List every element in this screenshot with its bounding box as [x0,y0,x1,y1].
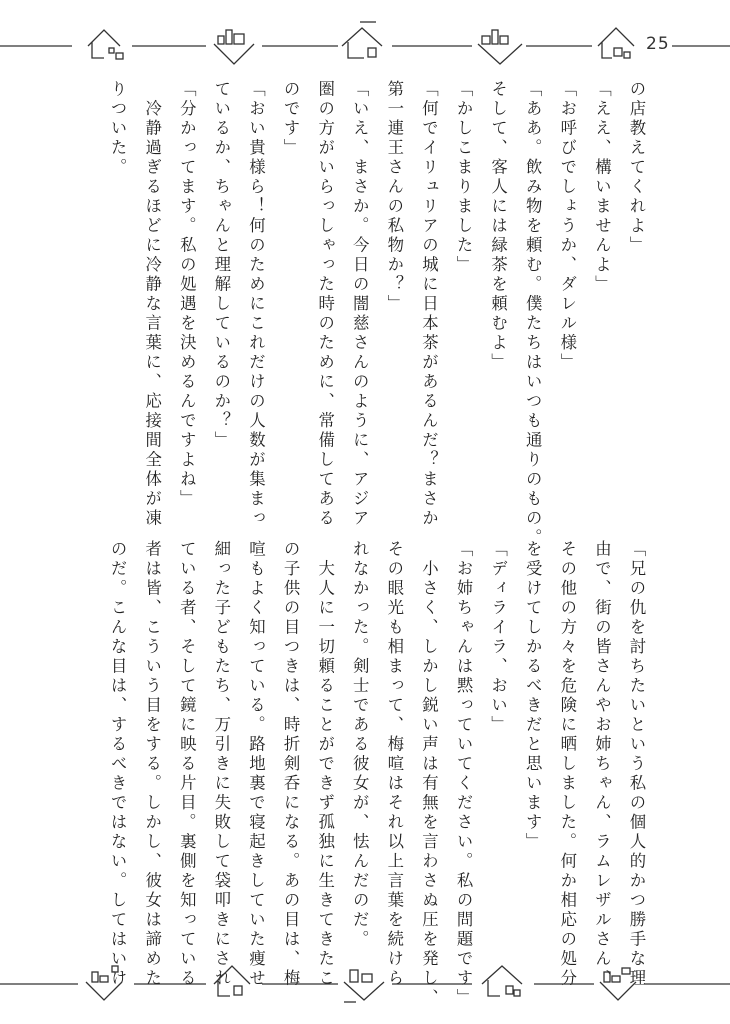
text-line: そして、客人には緑茶を頼むよ」 [488,80,508,373]
text-line: れなかった。剣士である彼女が、怯んだのだ。 [350,540,370,950]
house-up-icon [214,966,250,996]
text-line: その他の方々を危険に晒しました。何か相応の処分 [557,540,577,989]
text-line: の店教えてくれよ」 [627,80,646,256]
text-line: 「ええ、構いませんよ」 [592,80,612,295]
text-line: 由で、街の皆さんやお姉ちゃん、ラムレザルさん、 [592,540,612,989]
text-line: 小さく、しかし鋭い声は有無を言わさぬ圧を発し、 [419,540,439,1008]
bottom-ornament [0,958,730,1018]
text-line: 「かしこまりました」 [454,80,474,275]
text-line: 細った子どもたち、万引きに失敗して袋叩きにされ [211,540,231,989]
text-line: 「お姉ちゃんは黙っていてください。私の問題です」 [454,540,474,1008]
text-line: ている者、そして鏡に映る片目。裏側を知っている [177,540,197,989]
house-down-icon [600,968,636,1000]
house-up-icon [88,30,123,59]
text-line: 喧もよく知っている。路地裏で寝起きしていた痩せ [246,540,266,989]
text-line: 「何でイリュリアの城に日本茶があるんだ？まさか [419,80,439,529]
text-line: りついた。 [108,80,128,178]
text-line: 「いえ、まさか。今日の闇慈さんのように、アジア [350,80,370,529]
text-line: を受けてしかるべきだと思います」 [523,540,543,852]
house-up-icon [342,22,382,58]
text-line: その眼光も相まって、梅喧はそれ以上言葉を続けら [384,540,404,989]
upper-text-block [108,80,653,548]
text-line: の子供の目つきは、時折剣呑になる。あの目は、梅 [281,540,301,989]
top-ornament [0,20,730,80]
page-number: 25 [646,34,670,54]
text-line: 第一連王さんの私物か？」 [384,80,404,314]
house-down-icon [86,966,122,1000]
house-down-icon [214,30,254,64]
text-line: のだ。こんな目は、するべきではない。してはいけ [108,540,128,989]
text-line: 「ディライラ、おい」 [488,540,508,735]
text-line: 冷静過ぎるほどに冷静な言葉に、応接間全体が凍 [142,80,162,529]
lower-text-block [108,540,653,1008]
text-line: 大人に一切頼ることができず孤独に生きてきたこ [315,540,335,989]
house-up-icon [482,966,522,996]
house-down-icon [478,30,522,64]
text-line: のです」 [281,80,301,158]
text-line: 「分かってます。私の処遇を決めるんですよね」 [177,80,197,509]
text-line: ているか、ちゃんと理解しているのか？」 [211,80,231,451]
house-down-icon [344,970,384,1002]
text-line: 「ああ。飲み物を頼む。僕たちはいつも通りのもの。 [523,80,543,548]
text-line: 「お呼びでしょうか、ダレル様」 [557,80,577,373]
text-line: 「兄の仇を討ちたいという私の個人的かつ勝手な理 [627,540,646,989]
text-line: 者は皆、こういう目をする。しかし、彼女は諦めた [142,540,162,989]
house-up-icon [598,28,634,58]
text-line: 「おい貴様ら！何のためにこれだけの人数が集まっ [246,80,266,529]
text-line: 圏の方がいらっしゃった時のために、常備してある [315,80,335,529]
